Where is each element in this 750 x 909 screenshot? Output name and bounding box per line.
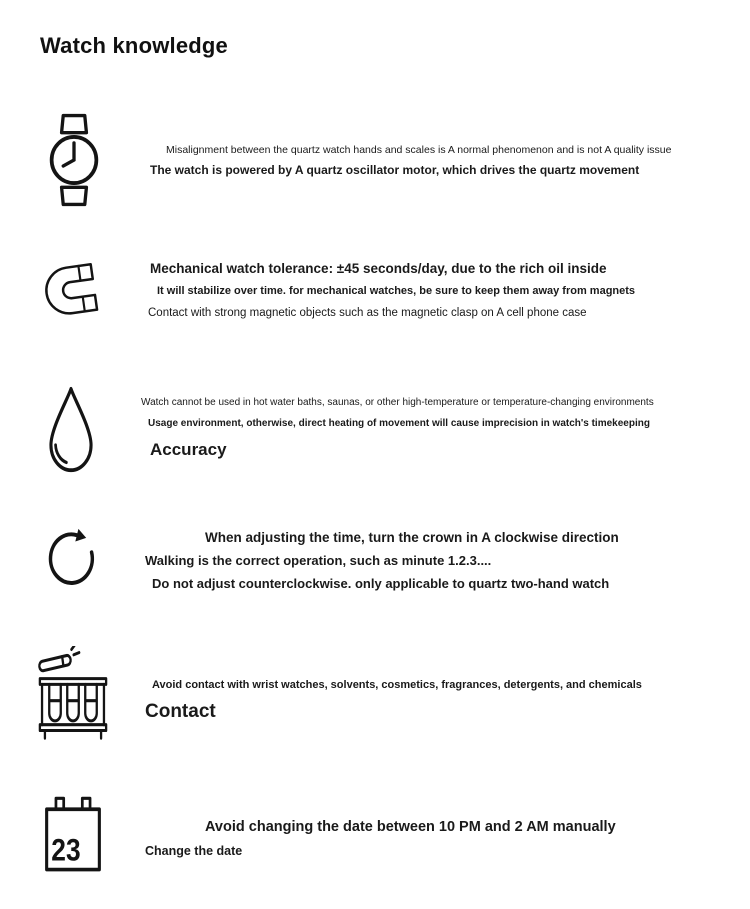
section-chemicals — [0, 645, 750, 750]
temperature-text-block — [140, 397, 740, 460]
date-text-block — [140, 819, 740, 858]
chemicals-heading: Contact — [145, 700, 216, 722]
section-temperature — [0, 381, 750, 481]
water-drop-icon — [44, 384, 98, 476]
chemicals-text-block — [140, 679, 740, 722]
crown-text-block — [140, 530, 740, 592]
magnet-icon — [42, 262, 104, 319]
magnetism-note-small: Contact with strong magnetic objects such as the magnetic clasp on A cell phone case — [148, 307, 587, 320]
crown-note-warning: Do not adjust counterclockwise. only applicable to quartz two-hand watch — [152, 576, 610, 592]
section-quartz-movement — [0, 113, 750, 223]
section-crown-adjustment — [0, 516, 750, 611]
quartz-text-block — [140, 144, 740, 178]
quartz-note-small: Misalignment between the quartz watch hands and scales is A normal phenomenon and is not A quality issue — [166, 144, 672, 156]
temperature-note-secondary: Usage environment, otherwise, direct heating of movement will cause imprecision in watch's timekeeping — [148, 417, 650, 429]
temperature-note-small: Watch cannot be used in hot water baths, saunas, or other high-temperature or temperature-changing environments — [141, 397, 654, 408]
section-date-change — [0, 788, 750, 883]
crown-note-secondary: Walking is the correct operation, such as minute 1.2.3.... — [145, 552, 492, 568]
page-title: Watch knowledge — [40, 33, 228, 58]
quartz-note-main: The watch is powered by A quartz oscillator motor, which drives the quartz movement — [150, 163, 640, 178]
test-tubes-icon — [37, 646, 109, 742]
magnetism-note-secondary: It will stabilize over time. for mechanical watches, be sure to keep them away from magnets — [157, 284, 636, 297]
crown-note-main: When adjusting the time, turn the crown in A clockwise direction — [205, 530, 619, 545]
wristwatch-icon — [45, 113, 103, 207]
date-note-main: Avoid changing the date between 10 PM and 2 AM manually — [205, 819, 616, 835]
date-heading: Change the date — [145, 843, 243, 858]
temperature-heading: Accuracy — [150, 440, 227, 459]
calendar-icon — [42, 791, 104, 875]
magnetism-text-block — [140, 261, 740, 320]
section-magnetism — [0, 259, 750, 344]
chemicals-note-main: Avoid contact with wrist watches, solvents, cosmetics, fragrances, detergents, and chemicals — [152, 679, 642, 691]
clockwise-arrow-icon — [42, 519, 104, 591]
magnetism-note-main: Mechanical watch tolerance: ±45 seconds/day, due to the rich oil inside — [150, 261, 607, 276]
calendar-day-number: 23 — [51, 833, 81, 868]
